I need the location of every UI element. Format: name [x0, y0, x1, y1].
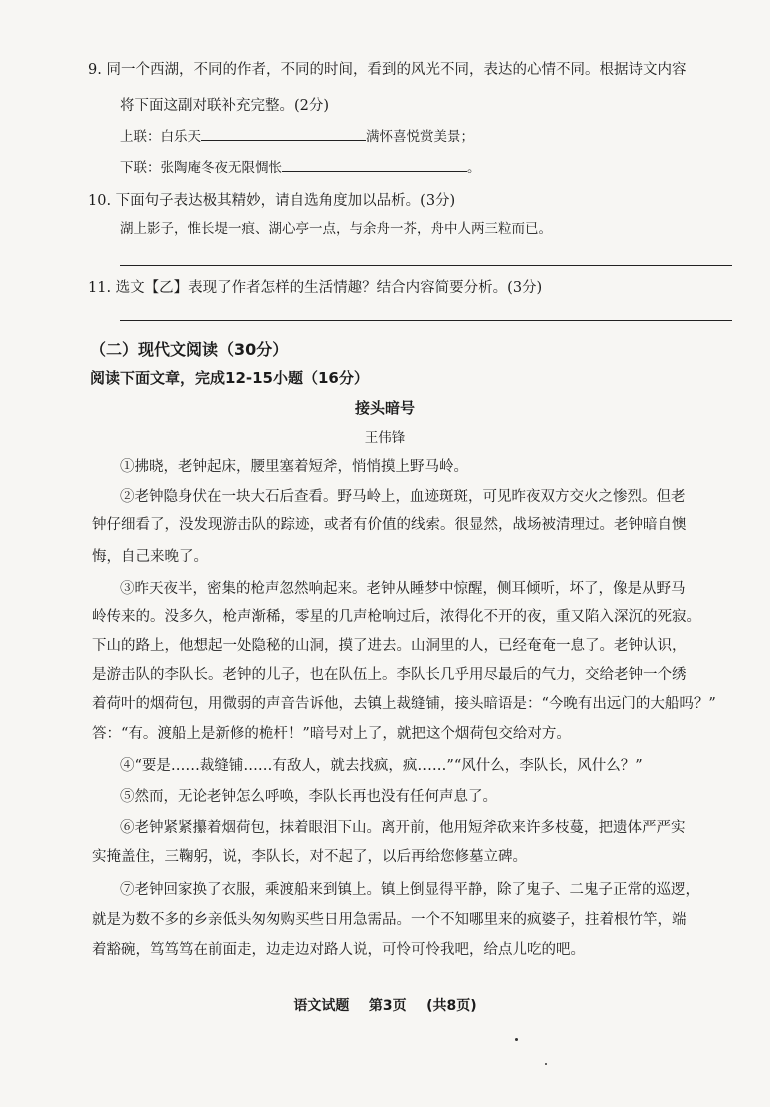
page-footer: 语文试题 第3页 (共8页) — [293, 998, 477, 1014]
article-line: ④“要是……裁缝铺……有敌人，就去找疯，疯……”“风什么，李队长，风什么？” — [120, 758, 643, 774]
article-line: ③昨天夜半，密集的枪声忽然响起来。老钟从睡梦中惊醒，侧耳倾听，坏了，像是从野马 — [120, 581, 686, 597]
upper-couplet-suffix: 满怀喜悦赏美景； — [366, 129, 474, 145]
article-line: ⑤然而，无论老钟怎么呼唤，李队长再也没有任何声息了。 — [120, 789, 497, 805]
q10-quote: 湖上影子，惟长堤一痕、湖心亭一点，与余舟一芥，舟中人两三粒而已。 — [120, 221, 552, 237]
article-line: 就是为数不多的乡亲低头匆匆购买些日用急需品。一个不知哪里来的疯婆子，拄着根竹竿，端 — [92, 912, 687, 928]
lower-couplet-suffix: 。 — [467, 160, 481, 176]
q10-answer-line[interactable] — [120, 265, 732, 266]
q9-line1: 9. 同一个西湖，不同的作者，不同的时间，看到的风光不同，表达的心情不同。根据诗文内容 — [88, 62, 687, 78]
article-line: ⑥老钟紧紧攥着烟荷包，抹着眼泪下山。离开前，他用短斧砍来许多枝蔓，把遗体严严实 — [120, 820, 686, 836]
article-line: 着荷叶的烟荷包，用微弱的声音告诉他，去镇上裁缝铺，接头暗语是：“今晚有出远门的大船吗？” — [92, 696, 716, 712]
q9-upper-couplet — [120, 126, 474, 147]
q11-answer-line[interactable] — [120, 320, 732, 321]
article-line: ⑦老钟回家换了衣服，乘渡船来到镇上。镇上倒显得平静，除了鬼子、二鬼子正常的巡逻， — [120, 882, 700, 898]
scan-speck — [515, 1038, 518, 1041]
article-line: 着豁碗，笃笃笃在前面走，边走边对路人说，可怜可怜我吧，给点儿吃的吧。 — [92, 942, 585, 958]
article-line: 岭传来的。没多久，枪声渐稀，零星的几声枪响过后，浓得化不开的夜，重又陷入深沉的死寂。 — [92, 609, 701, 625]
article-author: 王伟锋 — [364, 430, 406, 446]
article-line: 钟仔细看了，没发现游击队的踪迹，或者有价值的线索。很显然，战场被清理过。老钟暗自懊 — [92, 517, 687, 533]
section-instruction: 阅读下面文章，完成12-15小题（16分） — [90, 369, 369, 387]
article-line: ①拂晓，老钟起床，腰里塞着短斧，悄悄摸上野马岭。 — [120, 459, 468, 475]
article-line: 悔，自己来晚了。 — [92, 549, 208, 565]
article-line: 实掩盖住，三鞠躬，说，李队长，对不起了，以后再给您修墓立碑。 — [92, 849, 527, 865]
article-line: 是游击队的李队长。老钟的儿子，也在队伍上。李队长几乎用尽最后的气力，交给老钟一个绣 — [92, 667, 687, 683]
upper-couplet-blank[interactable] — [201, 126, 366, 141]
section-heading: （二）现代文阅读（30分） — [90, 340, 289, 359]
article-line: 下山的路上，他想起一处隐秘的山洞，摸了进去。山洞里的人，已经奄奄一息了。老钟认识， — [92, 638, 687, 654]
scan-speck — [545, 1063, 547, 1065]
article-line: 答：“有。渡船上是新修的桅杆！”暗号对上了，就把这个烟荷包交给对方。 — [92, 726, 571, 742]
lower-couplet-prefix: 下联：张陶庵冬夜无限惆怅 — [120, 160, 282, 176]
article-title: 接头暗号 — [354, 399, 415, 417]
article-line: ②老钟隐身伏在一块大石后查看。野马岭上，血迹斑斑，可见昨夜双方交火之惨烈。但老 — [120, 489, 686, 505]
lower-couplet-blank[interactable] — [282, 157, 467, 172]
q9-lower-couplet — [120, 157, 481, 178]
q10-line1: 10. 下面句子表达极其精妙，请自选角度加以品析。(3分) — [88, 193, 456, 209]
q11-line1: 11. 选文【乙】表现了作者怎样的生活情趣？结合内容简要分析。(3分) — [88, 280, 543, 296]
upper-couplet-prefix: 上联：白乐天 — [120, 129, 201, 145]
q9-line2: 将下面这副对联补充完整。(2分) — [120, 98, 330, 114]
